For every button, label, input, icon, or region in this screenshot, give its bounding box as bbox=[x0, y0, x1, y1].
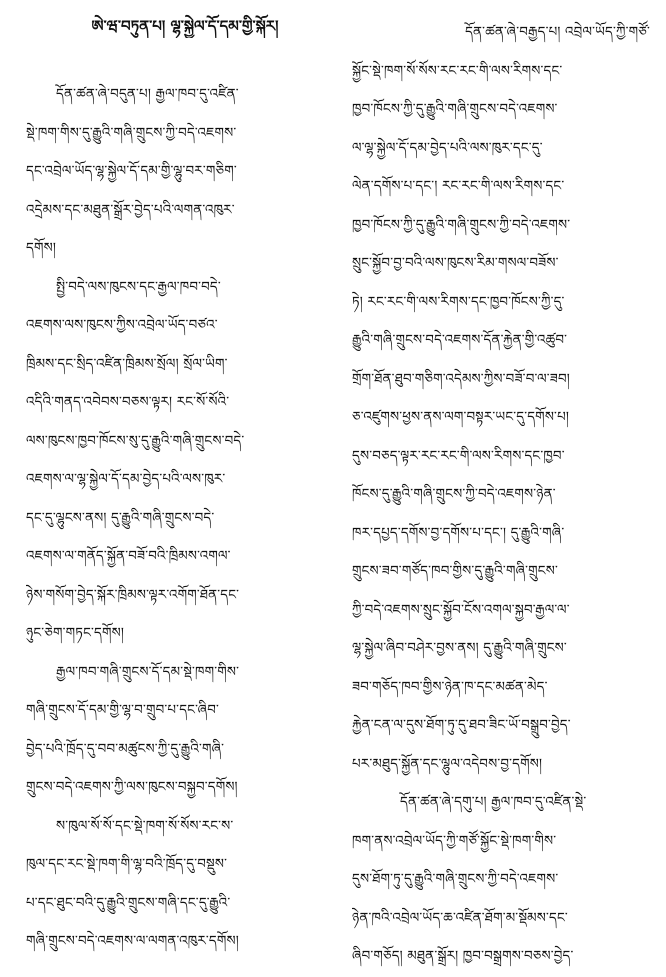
text-line: ཅ་འཛུགས་ཕྱས་ནས་ལག་བསྟར་ཡང་དུ་དགོས་པ། bbox=[352, 410, 570, 425]
text-line: སྡེ་ཁག་གིས་དུ་རྒྱུའི་གཞི་གྲུངས་ཀྱི་བདེ་འཇགས་ bbox=[26, 125, 237, 141]
text-line: སྐྱོང་སྡེ་ཁག་སོ་སོས་རང་རང་གི་ལས་རིགས་དང་ bbox=[352, 63, 563, 79]
text-line: དུས་བཅད་ལྟར་རང་རང་གི་ལས་རིགས་དང་ཁྱབ་ bbox=[352, 448, 565, 464]
text-line: དོན་ཚན་ཞེ་བརྒྱད་པ། འབྲེལ་ཡོད་ཀྱི་གཙོ་ bbox=[465, 25, 650, 40]
text-line: དོན་ཚན་ཞེ་བདུན་པ། རྒྱལ་ཁབ་དུ་འཛིན་ bbox=[56, 87, 239, 102]
paragraph-article-47 bbox=[26, 76, 326, 269]
text-line: དོན་ཚན་ཞེ་དགུ་པ། རྒྱལ་ཁབ་དུ་འཛིན་སྡེ་ bbox=[400, 795, 587, 810]
text-line: ཁྱབ་ཁོངས་ཀྱི་དུ་རྒྱུའི་གཞི་གྲུངས་ཀྱི་བདེ་འཇགས་ bbox=[352, 217, 571, 233]
paragraph bbox=[26, 654, 326, 808]
text-line: འཇགས་ལ་ལྷ་སྐྱེལ་དོ་དམ་བྱེད་པའི་ལས་ཁུར་ bbox=[26, 472, 226, 487]
text-line: དང་དུ་ལྷུངས་ནས། དུ་རྒྱུའི་གཞི་གྲུངས་བདེ་ bbox=[26, 510, 215, 526]
paragraph bbox=[26, 269, 326, 654]
text-line: དགོས། bbox=[26, 241, 56, 256]
text-line: ཁུལ་དང་རང་སྡེ་ཁག་གི་ལྷ་བའི་ཁྲོད་དུ་བསྡུས་ bbox=[26, 857, 228, 872]
text-line: ས་ཁུལ་སོ་སོ་དང་སྡེ་ཁག་སོ་སོས་རང་ས་ bbox=[56, 818, 234, 834]
text-line: ཁོངས་དུ་རྒྱུའི་གཞི་གྲུངས་ཀྱི་བདེ་འཇགས་ཉེན་ bbox=[352, 487, 556, 502]
text-line: པར་མཐུད་སྐྱོན་དང་ལྷུལ་འདེབས་བྱ་དགོས། bbox=[352, 756, 543, 772]
text-line: འཇགས་ལས་ཁུངས་ཀྱིས་འབྲེལ་ཡོད་བཙའ་ bbox=[26, 318, 218, 333]
right-column bbox=[352, 14, 650, 977]
left-column bbox=[26, 14, 326, 962]
text-line: གྲུངས་ཟབ་གཙོད་ཁབ་གྱིས་དུ་རྒྱུའི་གཞི་གྲུངས་ bbox=[352, 564, 558, 579]
text-line: གཞི་གྲུངས་དོ་དམ་གྱི་ལྷ་བ་གྲུབ་པ་དང་ཞིབ་ bbox=[26, 703, 220, 718]
text-line: ཀྱི་བདེ་འཇགས་སྲུང་སྐྱོབ་ངོས་འགལ་སྐྱབ་རྒྱལ་ལ་ bbox=[352, 602, 570, 618]
text-line: སྲུང་སྐྱོབ་བྱ་བའི་ལས་ཁུངས་རིམ་གསལ་བཟོས་ bbox=[352, 256, 559, 271]
text-line: གཞི་གྲུངས་བདེ་འཇགས་ལ་ལགན་འཁུར་དགོས། bbox=[26, 934, 239, 949]
text-line: ཁག་ནས་འབྲེལ་ཡོད་ཀྱི་གཙོ་སྐྱོང་སྡེ་ཁག་གིས་ bbox=[352, 833, 557, 849]
text-line: འདྲེམས་དང་མཐུན་སྒྲོར་བྱེད་པའི་ལགན་འཁུར་ bbox=[26, 202, 235, 218]
text-line: ལས་ཁུངས་ཁྱབ་ཁོངས་སུ་དུ་རྒྱུའི་གཞི་གྲུངས་བདེ་ bbox=[26, 433, 245, 449]
text-line: རྒྱལ་ཁབ་གཞི་གྲུངས་དོ་དམ་སྡེ་ཁག་གིས་ bbox=[56, 664, 240, 680]
text-line: ལེན་དགོས་པ་དང་། རང་རང་གི་ལས་རིགས་དང་ bbox=[352, 179, 565, 194]
text-line: འཇགས་ལ་གནོད་སྐྱོན་བཟོ་བའི་ཁྲིམས་འགལ་ bbox=[26, 549, 231, 564]
text-line: ཁྱབ་ཁོངས་ཀྱི་དུ་རྒྱུའི་གཞི་གྲུངས་བདེ་འཇགས་ bbox=[352, 102, 558, 117]
text-line: ཉུང་ཅེག་གཏང་དགོས། bbox=[26, 626, 125, 641]
text-line: ལ་ལྷ་སྐྱེལ་དོ་དམ་བྱེད་པའི་ལས་ཁུར་དང་དུ་ bbox=[352, 140, 543, 156]
text-line: ཏེ། རང་རང་གི་ལས་རིགས་དང་ཁྱབ་ཁོངས་ཀྱི་དུ་ bbox=[352, 294, 565, 310]
paragraph-article-49 bbox=[352, 784, 650, 977]
text-line: འདིའི་གནད་འབེབས་བཅས་ལྟར། རང་སོ་སོའི་ bbox=[26, 395, 230, 410]
text-line: ཟབ་གཅོད་ཁབ་གྱིས་ཉེན་ཁ་དང་མཚན་མེད་ bbox=[352, 679, 548, 695]
text-line: ཁྲིམས་དང་སྲིད་འཛིན་ཁྲིམས་སྲོལ། སྲོལ་ཡིག་ bbox=[26, 356, 228, 372]
text-line: ཉེས་གསོག་བྱེད་སྐོར་ཁྲིམས་ལྟར་འགོག་ཐོན་དང་ bbox=[26, 587, 240, 603]
text-line: ཁར་དཔྱད་དགོས་བྱ་དགོས་པ་དང་། དུ་རྒྱུའི་གཞི་ bbox=[352, 525, 565, 541]
text-line: དུས་ཐོག་ཏུ་དུ་རྒྱུའི་གཞི་གྲུངས་ཀྱི་བདེ་འཇགས་ bbox=[352, 872, 559, 887]
chapter-heading: ཨེ་ཝ་བཏུན་པ། ལྷ་སྐྱེལ་དོ་དམ་གྱི་སྐོར། bbox=[91, 17, 279, 35]
text-line: གྲུངས་བདེ་འཇགས་ཀྱི་ལས་ཁུངས་བསྐྱབ་དགོས། bbox=[26, 780, 238, 795]
text-line: ཞིབ་གཅོད། མཐུན་སྒྲོར། ཁྱབ་བསྒྲགས་བཅས་བྱེད་ bbox=[352, 949, 574, 964]
text-line: བྱེད་པའི་ཁྲོད་དུ་བབ་མཚུངས་ཀྱི་དུ་རྒྱུའི་གཞི་ bbox=[26, 741, 225, 757]
text-line: དང་འབྲེལ་ཡོད་ལྷ་སྐྱེལ་དོ་དམ་གྱི་ལྷུ་བར་གཅིག་ bbox=[26, 164, 237, 179]
text-line: སྤྱི་བདེ་ལས་ཁུངས་དང་རྒྱལ་ཁབ་བདེ་ bbox=[56, 279, 221, 295]
paragraph bbox=[26, 808, 326, 962]
text-line: པ་དང་ཐུང་བའི་དུ་རྒྱུའི་གྲུངས་གཞི་དང་དུ་རྒྱུའི་ bbox=[26, 895, 231, 911]
text-line: ཉེན་ཁའི་འབྲེལ་ཡོད་ཆ་འཛིན་ཐོག་མ་སྡོམས་དང་ bbox=[352, 910, 568, 926]
text-line: ལྷ་སྐྱེལ་ཞིབ་བཤེར་བྱས་ནས། དུ་རྒྱུའི་གཞི་གྲུངས་ bbox=[352, 641, 567, 656]
text-line: གྲོག་ཐོན་ཐུབ་གཅིག་འདེམས་ཀྱིས་བཟོ་བ་ལ་ཟབ། bbox=[352, 371, 570, 387]
paragraph-article-48 bbox=[352, 14, 650, 784]
text-line: རྐྱེན་ངན་ལ་དུས་ཐོག་ཏུ་དུ་ཐབ་ཟིང་ཡོ་བསྒྲུབ་བྱེད་ bbox=[352, 718, 571, 733]
text-line: རྒྱུའི་གཞི་གྲུངས་བདེ་འཇགས་དོན་རྐྱེན་གྱི་འཚུབ་ bbox=[352, 333, 568, 348]
